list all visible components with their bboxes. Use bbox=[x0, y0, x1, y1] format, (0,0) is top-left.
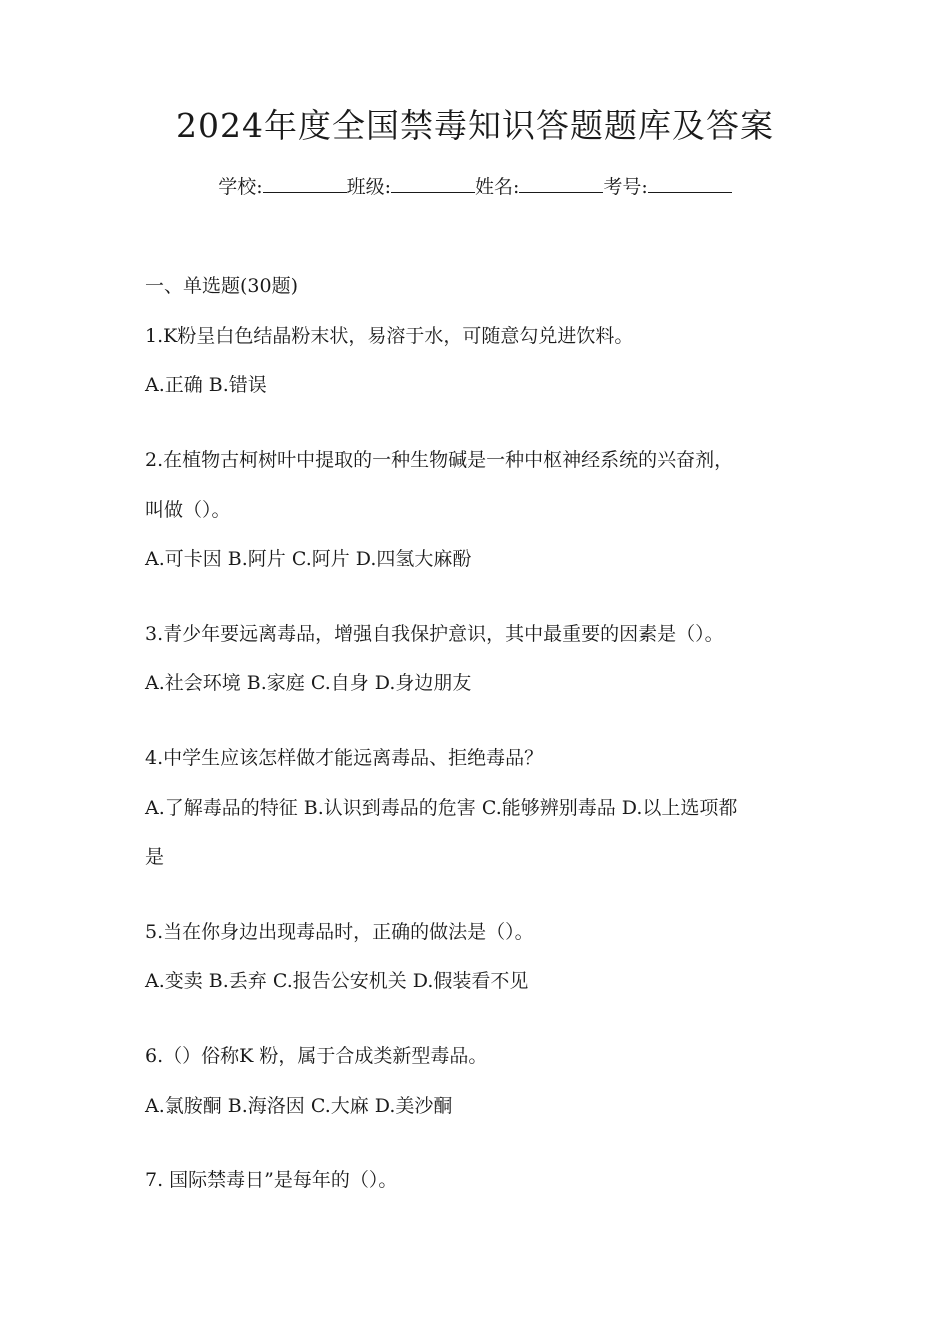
question-7: 7. 国际禁毒日”是每年的（）。 bbox=[145, 1169, 398, 1191]
question-2: 2.在植物古柯树叶中提取的一种生物碱是一种中枢神经系统的兴奋剂， bbox=[145, 449, 734, 471]
question-2-continued: 叫做（）。 bbox=[145, 499, 231, 521]
question-6: 6.（）俗称K 粉，属于合成类新型毒品。 bbox=[145, 1045, 488, 1067]
question-5: 5.当在你身边出现毒品时，正确的做法是（）。 bbox=[145, 921, 534, 943]
school-label: 学校: bbox=[218, 176, 263, 198]
question-5-options: A.变卖 B.丢弃 C.报告公安机关 D.假装看不见 bbox=[145, 970, 529, 992]
section-heading: 一、单选题(30题) bbox=[145, 275, 299, 297]
question-6-options: A.氯胺酮 B.海洛因 C.大麻 D.美沙酮 bbox=[145, 1095, 453, 1117]
student-info-line bbox=[0, 172, 950, 202]
school-blank bbox=[263, 172, 347, 193]
question-4-options-continued: 是 bbox=[145, 846, 165, 868]
exam-number-blank bbox=[648, 172, 732, 193]
question-1-options: A.正确 B.错误 bbox=[145, 374, 267, 396]
question-3-options: A.社会环境 B.家庭 C.自身 D.身边朋友 bbox=[145, 672, 472, 694]
exam-number-label: 考号: bbox=[603, 176, 648, 198]
class-blank bbox=[391, 172, 475, 193]
class-label: 班级: bbox=[346, 176, 391, 198]
question-4: 4.中学生应该怎样做才能远离毒品、拒绝毒品？ bbox=[145, 747, 544, 769]
name-label: 姓名: bbox=[475, 176, 520, 198]
question-1: 1.K粉呈白色结晶粉末状，易溶于水，可随意勾兑进饮料。 bbox=[145, 325, 634, 347]
page-title: 2024年度全国禁毒知识答题题库及答案 bbox=[176, 106, 774, 145]
question-3: 3.青少年要远离毒品，增强自我保护意识，其中最重要的因素是（）。 bbox=[145, 623, 724, 645]
name-blank bbox=[519, 172, 603, 193]
question-2-options: A.可卡因 B.阿片 C.阿片 D.四氢大麻酚 bbox=[145, 548, 472, 570]
question-4-options: A.了解毒品的特征 B.认识到毒品的危害 C.能够辨别毒品 D.以上选项都 bbox=[145, 797, 738, 819]
